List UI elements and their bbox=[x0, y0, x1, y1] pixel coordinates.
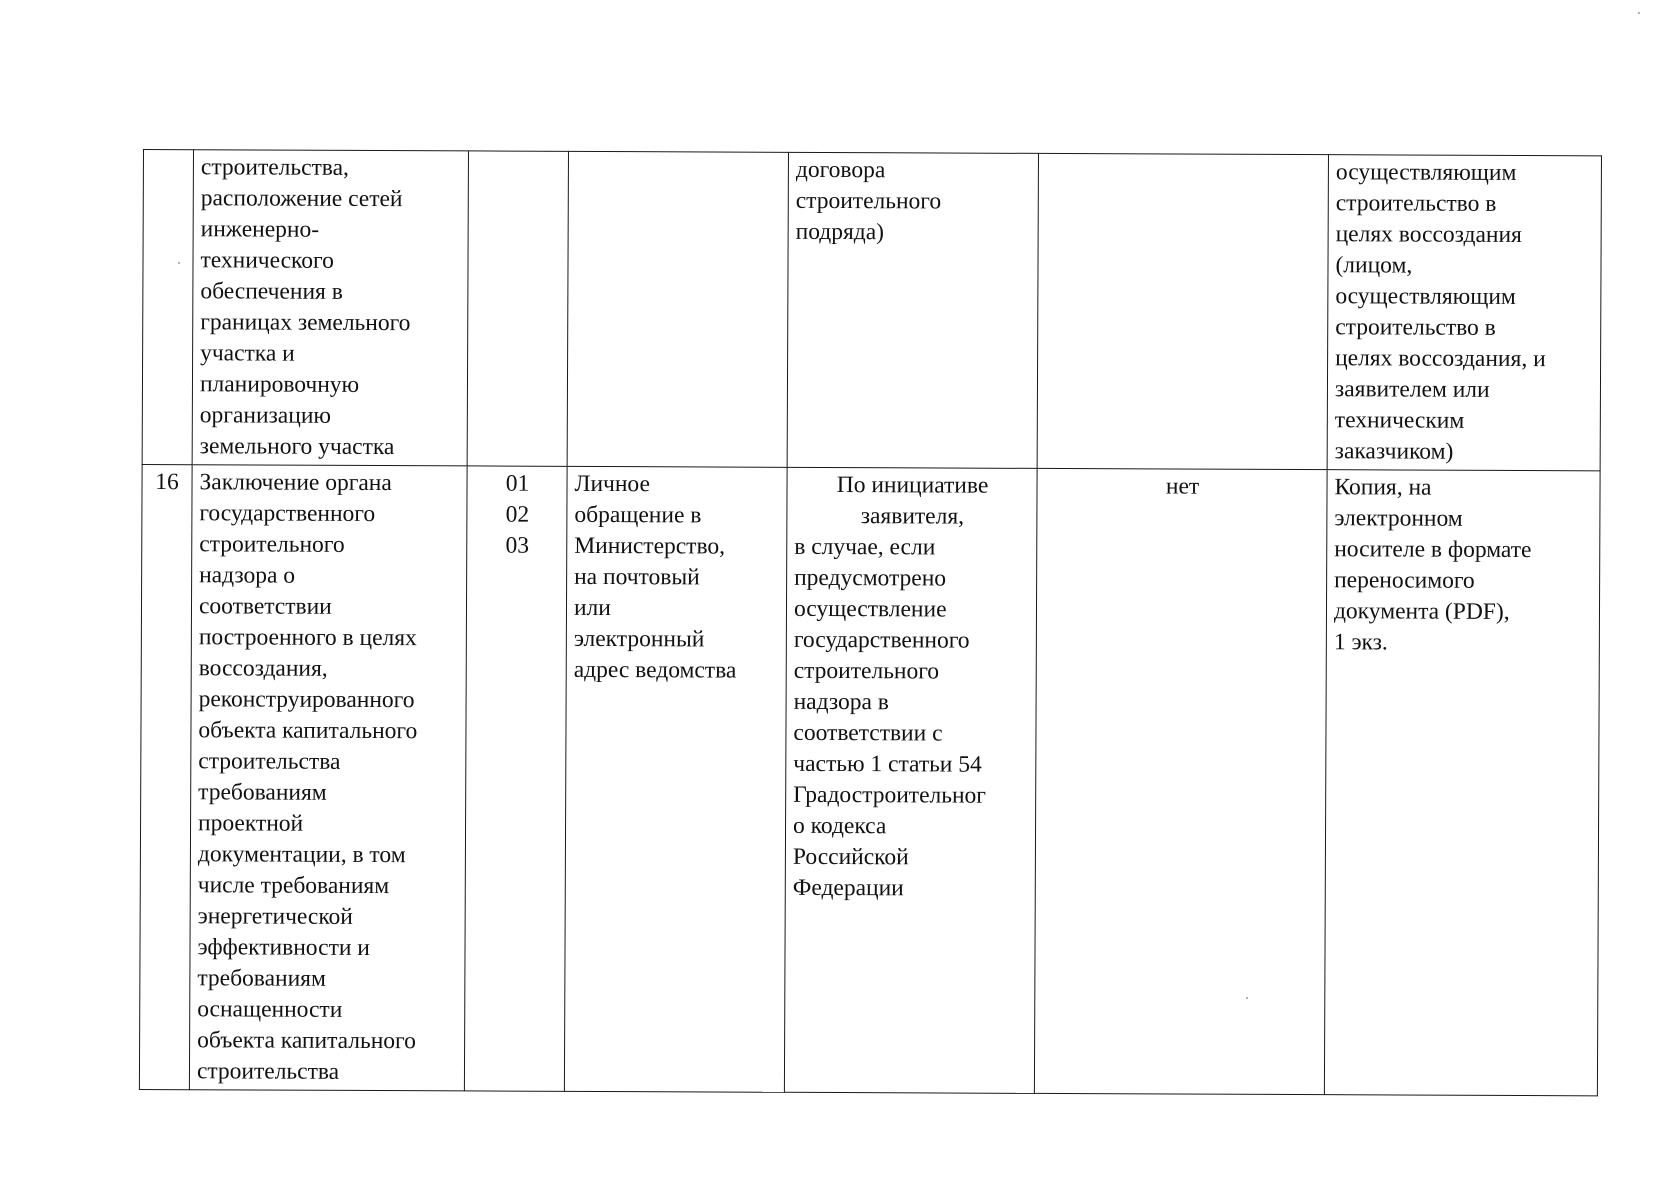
submission-method-cell: Личное обращение в Министерство, на почтовый или электронный адрес ведомства bbox=[564, 466, 787, 1092]
scan-speck bbox=[178, 262, 180, 264]
scan-speck bbox=[1246, 997, 1248, 999]
condition-cell bbox=[784, 467, 1037, 1093]
interdepartmental-cell bbox=[1037, 153, 1328, 469]
table-row-continuation bbox=[142, 150, 1601, 471]
form-cell: осуществляющим строительство в целях воссоздания (лицом, осуществляющим строительство в целях воссоздания, и заявителем или техническим заказчиком) bbox=[1327, 155, 1601, 471]
codes-cell bbox=[467, 151, 568, 466]
table-row-16 bbox=[139, 464, 1600, 1095]
row-number-cell: 16 bbox=[139, 464, 192, 1089]
codes-cell: 01 02 03 bbox=[464, 466, 567, 1091]
submission-method-cell bbox=[567, 151, 788, 467]
interdepartmental-cell: нет bbox=[1034, 468, 1327, 1094]
form-cell: Копия, на электронном носителе в формате переносимого документа (PDF), 1 экз. bbox=[1324, 470, 1600, 1096]
scan-speck bbox=[1638, 12, 1640, 14]
condition-body: в случае, если предусмотрено осуществление государственного строительного надзора в соответствии с частью 1 статьи 54 Градостроительног о кодекса Российской Федерации bbox=[792, 533, 987, 902]
row-number-cell bbox=[142, 150, 193, 465]
document-name-cell: строительства, расположение сетей инженерно- технического обеспечения в границах земельного участка и планировочную организацию земельного участка bbox=[192, 150, 468, 466]
condition-cell: договора строительного подряда) bbox=[787, 152, 1038, 468]
documents-table bbox=[139, 149, 1602, 1096]
document-name-cell: Заключение органа государственного строительного надзора о соответствии построенного в целях воссоздания, реконструированного объекта капитального строительства требованиям проектной документации, в том числе требованиям энергетической эффективности и требованиям оснащенности объекта капитального строительства bbox=[189, 465, 467, 1091]
condition-head: По инициативе заявителя, bbox=[836, 472, 989, 530]
